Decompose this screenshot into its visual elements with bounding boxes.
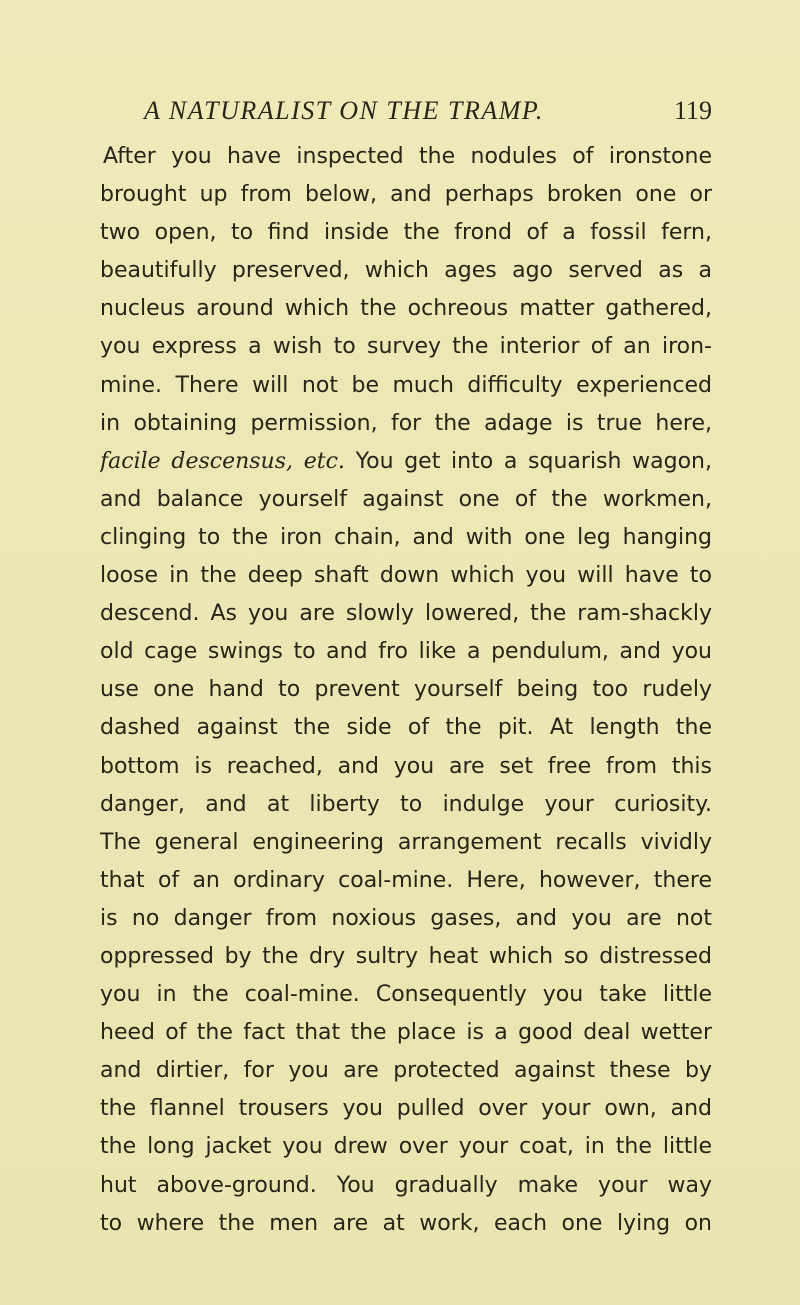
running-head (100, 94, 712, 128)
text-line: nucleus around which the ochreous matter gathered, (100, 296, 712, 322)
page-number: 119 (673, 96, 712, 125)
text-line: descend. As you are slowly lowered, the ram-shackly (100, 601, 712, 627)
text-line: hut above-ground. You gradually make your way (100, 1172, 712, 1198)
text-line: and dirtier, for you are protected against these by (100, 1058, 712, 1084)
text-line: oppressed by the dry sultry heat which so distressed (100, 943, 712, 969)
text-line: use one hand to prevent yourself being too rudely (100, 677, 712, 703)
text-line: After you have inspected the nodules of ironstone (103, 144, 712, 169)
text-line: to where the men are at work, each one lying on (100, 1210, 712, 1236)
text-line: clinging to the iron chain, and with one leg hanging (100, 524, 712, 550)
text-line: and balance yourself against one of the workmen, (100, 486, 712, 512)
text-line: dashed against the side of the pit. At length the (100, 715, 712, 741)
text-line: the long jacket you drew over your coat, in the little (100, 1134, 712, 1160)
text-line: loose in the deep shaft down which you will have to (100, 563, 712, 589)
body-text (100, 138, 712, 1243)
text-line: beautifully preserved, which ages ago served as a (100, 258, 712, 284)
text-line-with-italic (100, 443, 712, 481)
italic-phrase: facile descensus, etc. (100, 448, 345, 474)
text-line: heed of the fact that the place is a good deal wetter (100, 1020, 712, 1046)
text-line: in obtaining permission, for the adage is true here, (100, 410, 712, 436)
running-title: A NATURALIST ON THE TRAMP. (144, 96, 544, 125)
text-line: brought up from below, and perhaps broken one or (100, 182, 712, 208)
text-line: two open, to find inside the frond of a fossil fern, (100, 220, 712, 246)
text-line-remainder: You get into a squarish wagon, (344, 448, 712, 474)
text-line: you in the coal-mine. Consequently you take little (100, 982, 712, 1008)
text-line: is no danger from noxious gases, and you are not (100, 905, 712, 931)
text-line: that of an ordinary coal-mine. Here, however, there (100, 867, 712, 893)
text-line: the flannel trousers you pulled over your own, and (100, 1096, 712, 1122)
text-line: danger, and at liberty to indulge your curiosity. (100, 791, 712, 817)
text-line: you express a wish to survey the interior of an iron- (100, 334, 712, 360)
text-line: bottom is reached, and you are set free from this (100, 753, 712, 779)
text-line: old cage swings to and fro like a pendulum, and you (100, 639, 712, 665)
text-line: The general engineering arrangement recalls vividly (100, 829, 712, 855)
text-line: mine. There will not be much difficulty experienced (100, 372, 712, 398)
